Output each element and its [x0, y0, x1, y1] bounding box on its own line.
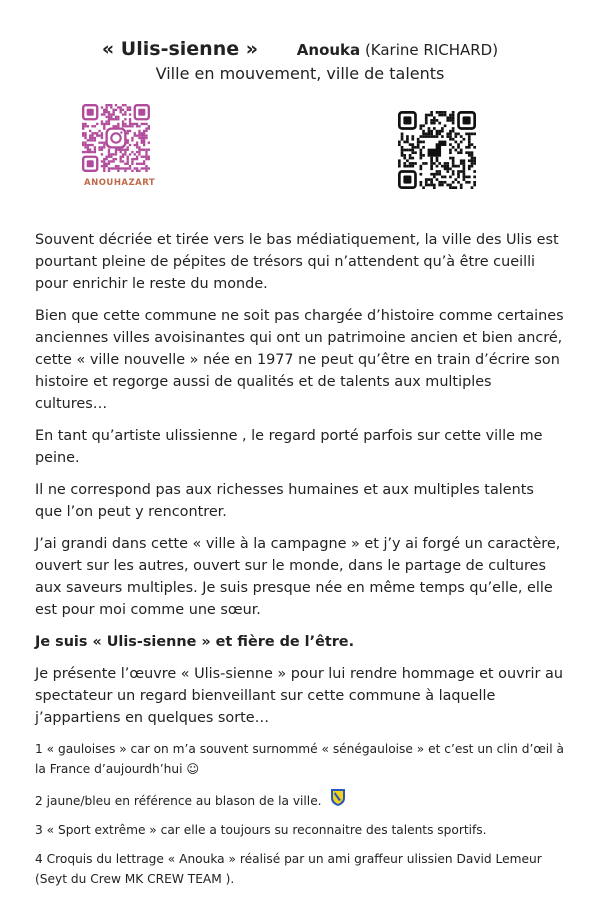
instagram-icon: [107, 129, 126, 148]
footnote: 3 « Sport extrême » car elle a toujours su reconnaitre des talents sportifs.: [35, 823, 487, 837]
author-real-name: (Karine RICHARD): [364, 41, 499, 59]
instagram-handle: ANOUHAZART: [84, 178, 156, 188]
paragraph: Souvent décriée et tirée vers le bas médiatiquement, la ville des Ulis est pourtant pleine de pépites de trésors qui n’attendent qu’à être cueilli pour enrichir le reste du monde.: [35, 232, 559, 292]
paragraph: Bien que cette commune ne soit pas chargée d’histoire comme certaines anciennes villes avoisinantes qui ont un patrimoine ancien et bien ancré, cette « ville nouvelle » née en 1977 ne peut qu’être en train d’écrire son histoire et regorge aussi de qualités et de talents aux multiples cultures…: [35, 308, 564, 412]
city-coat-of-arms-icon: [330, 788, 346, 807]
footnote-text: 2 jaune/bleu en référence au blason de la ville.: [35, 794, 322, 808]
document-body: [35, 229, 565, 898]
paragraph: Il ne correspond pas aux richesses humaines et aux multiples talents que l’on peut y rencontrer.: [35, 482, 534, 520]
footnote: [35, 788, 565, 811]
subtitle: Ville en mouvement, ville de talents: [155, 64, 445, 83]
artwork-title: « Ulis-sienne »: [101, 38, 258, 60]
footnote: 4 Croquis du lettrage « Anouka » réalisé par un ami graffeur ulissien David Lemeur (Seyt du Crew MK CREW TEAM ).: [35, 852, 542, 886]
footnotes: [35, 739, 565, 889]
dinosaur-icon: [428, 141, 447, 163]
footnote: 1 « gauloises » car on m’a souvent surnommé « sénégauloise » et c’est un clin d’œil à la France d’aujourdh’hui ☺: [35, 742, 564, 776]
paragraph: En tant qu’artiste ulissienne , le regard porté parfois sur cette ville me peine.: [35, 428, 543, 466]
paragraph: Je présente l’œuvre « Ulis-sienne » pour lui rendre hommage et ouvrir au spectateur un regard bienveillant sur cette commune à laquelle j’appartiens en quelques sorte…: [35, 666, 563, 726]
paragraph: J’ai grandi dans cette « ville à la campagne » et j’y ai forgé un caractère, ouvert sur les autres, ouvert sur le monde, dans le partage de cultures aux saveurs multiples. Je suis presque née en même temps qu’elle, elle est pour moi comme une sœur.: [35, 536, 561, 618]
qr-code: [398, 111, 476, 189]
author: [297, 41, 498, 59]
instagram-qr-code: [82, 104, 150, 172]
document-header: [0, 38, 600, 60]
author-name: Anouka: [296, 41, 361, 59]
bold-statement: Je suis « Ulis-sienne » et fière de l’être.: [35, 634, 355, 650]
